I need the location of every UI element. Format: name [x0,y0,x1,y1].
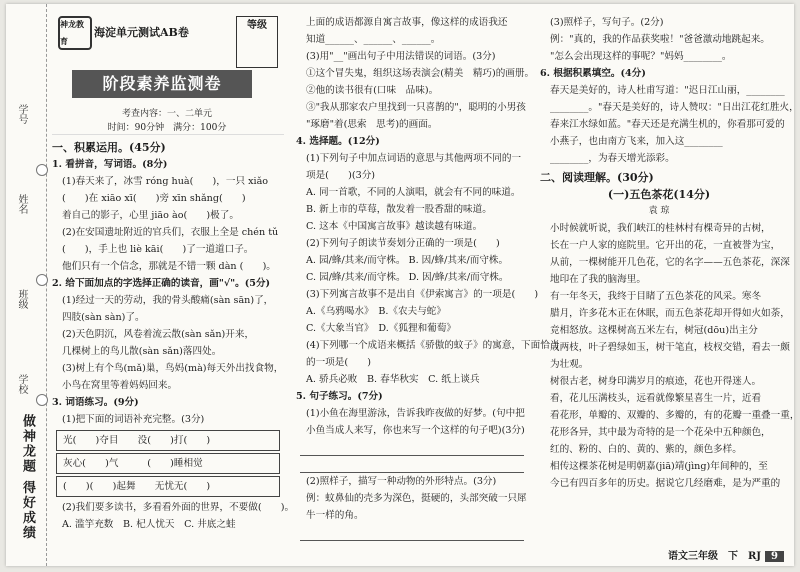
text-line: ________。"春天是美好的，诗人赞叹："日出江花红胜火， [550,102,799,113]
text-line: 上面的成语都源自寓言故事，像这样的成语我还 [306,17,508,28]
text-line: (3)用"__"画出句子中用法错误的词语。(3分) [306,51,496,62]
text-line: 例："真的，我的作品获奖啦！"爸爸激动地跳起来。 [550,34,770,45]
text-line: 知道______、______、______。 [306,34,441,45]
text-line: 相传这棵茶花树是明朝嘉(jiā)靖(jìng)年间种的，至 [550,461,768,472]
text-line: 牛一样的角。 [306,510,364,521]
answer-line [300,524,524,541]
text-line: (3)照样子，写句子。(2分) [550,17,664,28]
text-line: 为壮观。 [550,359,589,370]
exam-time-score [72,120,262,137]
text-line: 袁 琼 [648,206,670,216]
section-heading: 一、积累运用。(45分) [52,141,166,154]
text-line: 四肢(sàn sàn)了。 [62,312,145,323]
footer-subject: 语文三年级 下 RJ [667,551,762,562]
text-line: (1)下列句子中加点词语的意思与其他两项不同的一 [306,153,522,164]
text-line: (1)小鱼在海里游泳，告诉我昨夜做的好梦。(句中把 [306,408,525,419]
text-line: 春天是美好的，诗人杜甫写道："迟日江山丽，________ [550,85,785,96]
text-line: ________，为春天增光添彩。 [550,153,675,164]
grade-label: 等级 [247,20,267,31]
slogan: 做神龙题 得好成绩 [20,414,35,541]
exam-score: 满分：100分 [173,123,227,133]
text-line: "怎么会出现这样的事呢？"妈妈________。 [550,51,732,62]
text-line: (3)树上有个鸟(mǎ)巢，鸟妈(mà)每天外出找食物， [62,363,284,374]
brand-logo: 神龙教育 [58,16,92,50]
series-name: 海淀单元测试AB卷 [94,26,189,39]
binding-margin [6,4,47,566]
column-1-body [52,139,295,533]
text-line: 花形各异，其中最为奇特的是一个花朵中五种颜色， [550,427,771,438]
answer-line [300,456,524,473]
text-line: (2)在安国遗址附近的官兵们，衣服上全是 chén tǔ [62,227,279,238]
text-line: (2)照样子，描写一种动物的外形特点。(3分) [306,476,497,487]
exam-header [52,14,284,135]
exam-page [6,4,800,566]
text-line: 从前，一棵树能开几色花，它的名字——五色茶花，深深 [550,257,790,268]
column-3 [540,14,800,492]
question-heading: 1. 看拼音，写词语。(8分) [52,159,168,170]
text-line: 小鱼当成人来写，你也来写一个这样的句子吧)(3分) [306,425,525,436]
text-line: A.《乌鸦喝水》 B.《农夫与蛇》 [306,306,446,317]
margin-label-class: 班级 [16,289,27,309]
text-line: (4)下列哪一个成语来概括《骄傲的蚊子》的寓意，下面恰当 [306,340,560,351]
text-line: ②他的读书很有(口味 品味)。 [306,85,439,96]
question-heading: 6. 根据积累填空。(4分) [540,68,646,79]
binding-hole [36,274,48,286]
text-line: 项是( )(3分) [306,170,376,181]
text-line: 竞相怒放。这棵树高五米左右，树冠(dōu)出主分 [550,325,758,336]
text-line: 今已有四百多年的历史。据说它几经磨难，是为严重的 [550,478,781,489]
text-line: 长在一户人家的庭院里。它开出的花，一直被誉为宝， [550,240,781,251]
text-line: (一)五色茶花(14分) [607,188,711,201]
text-line: (2)我们要多读书，多看看外面的世界，不要做( )。 [62,502,295,513]
text-line: ( )在 xiāo xī( )旁 xīn shǎng( ) [62,193,246,204]
text-line: (1)把下面的词语补充完整。(3分) [62,414,205,425]
text-line: C. 园/蜂/其来/而守株。 D. 因/蜂/其来/而守株。 [306,272,509,283]
exam-scope: 考查内容：一、二单元 [121,109,212,119]
text-line: 腊月，许多花木正在休眠，而五色茶花却开得如火如荼， [550,308,790,319]
answer-line [300,439,524,456]
column-1 [52,14,295,533]
column-3-body [540,14,800,492]
text-line: A. 园/蜂/其来/而守株。 B. 因/蜂/其来/而守株。 [306,255,509,266]
text-line: A. 滥竽充数 B. 杞人忧天 C. 井底之蛙 [62,519,236,530]
text-line: 春来江水绿如蓝。"春天还是充满生机的，你看那可爱的 [550,119,785,130]
question-heading: 2. 给下面加点的字选择正确的读音，画"√"。(5分) [52,278,271,289]
text-line: ( )，手上也 liè kāi( )了一道道口子。 [62,244,254,255]
question-heading: 4. 选择题。(12分) [296,136,380,147]
text-line: "琢磨"着(思索 思考)的画面。 [306,119,438,130]
margin-label-name: 姓名 [16,194,27,214]
text-line: 着自己的影子，心里 jiāo ào( )极了。 [62,210,239,221]
text-line: A. 同一首歌，不同的人演唱，就会有不同的味道。 [306,187,521,198]
text-line: 光( )夺目 没( )打( ) [56,430,280,451]
text-line: 看，花儿压满枝头，远看就像繁星喜生一片，近看 [550,393,762,404]
margin-label-id: 学号 [16,104,27,124]
text-line: 成两枝，叶子碧绿如玉，树干笔直，枝杈交错，看去一颇 [550,342,790,353]
column-2-body [296,14,560,541]
binding-hole [36,394,48,406]
text-line: ①这个冒失鬼，组织这场表演会(精美 精巧)的画册。 [306,68,535,79]
text-line: 地印在了我的脑海里。 [550,274,646,285]
page-number: 9 [765,551,784,562]
text-line: (2)天色阴沉，风卷着流云散(sàn sǎn)开来， [62,329,255,340]
text-line: (1)春天来了，冰雪 róng huà( )，一只 xiǎo [62,176,269,187]
text-line: ( )( )起舞 无忧无( ) [56,476,280,497]
text-line: 他们只有一个信念，那就是不错一颗 dàn ( )。 [62,261,276,272]
text-line: 看花形，单瓣的、双瓣的、多瓣的，有的花瓣一重叠一重， [550,410,800,421]
question-heading: 3. 词语练习。(9分) [52,397,139,408]
text-line: (2)下列句子朗读节奏划分正确的一项是( ) [306,238,500,249]
text-line: (1)经过一天的劳动，我的骨头酸痛(sàn sān)了， [62,295,274,306]
exam-time: 时间：90分钟 [107,123,165,133]
text-line: 小时候就听说，我们峡江的桂林村有棵奇异的古树， [550,223,771,234]
question-heading: 5. 句子练习。(7分) [296,391,383,402]
text-line: 灰心( )气 ( )睡相觉 [56,453,280,474]
text-line: 红的、粉的、白的、黄的、紫的，颜色多样。 [550,444,742,455]
text-line: 的一项是( ) [306,357,372,368]
margin-label-school: 学校 [16,374,27,394]
page-footer [668,547,784,562]
text-line: C.《大象当官》 D.《狐狸和葡萄》 [306,323,456,334]
text-line: A. 骄兵必败 B. 春华秋实 C. 纸上谈兵 [306,374,480,385]
column-2 [296,14,560,541]
binding-hole [36,164,48,176]
exam-title: 阶段素养监测卷 [72,70,252,98]
text-line: C. 这本《中国寓言故事》越读越有味道。 [306,221,483,232]
section-heading: 二、阅读理解。(30分) [540,171,654,184]
grade-box [236,16,278,68]
text-line: 例：蚊鼻仙的壳多为深色，挺硬的，头部突破一只犀 [306,493,527,504]
text-line: ③"我从那家农户里找到一只喜鹊的"，聪明的小男孩 [306,102,526,113]
text-line: 树很古老，树身印满岁月的痕迹，花也开得迷人。 [550,376,762,387]
text-line: 有一年冬天，我终于目睹了五色茶花的风采。寒冬 [550,291,762,302]
text-line: 几棵树上的鸟儿散(sàn sǎn)落四处。 [62,346,222,357]
text-line: 小鸟在窝里等着妈妈回来。 [62,380,178,391]
text-line: 小燕子，也由南方飞来，加入这________ [550,136,723,147]
text-line: (3)下列寓言故事不是出自《伊索寓言》的一项是( ) [306,289,539,300]
text-line: B. 新上市的草莓，散发着一股香甜的味道。 [306,204,492,215]
